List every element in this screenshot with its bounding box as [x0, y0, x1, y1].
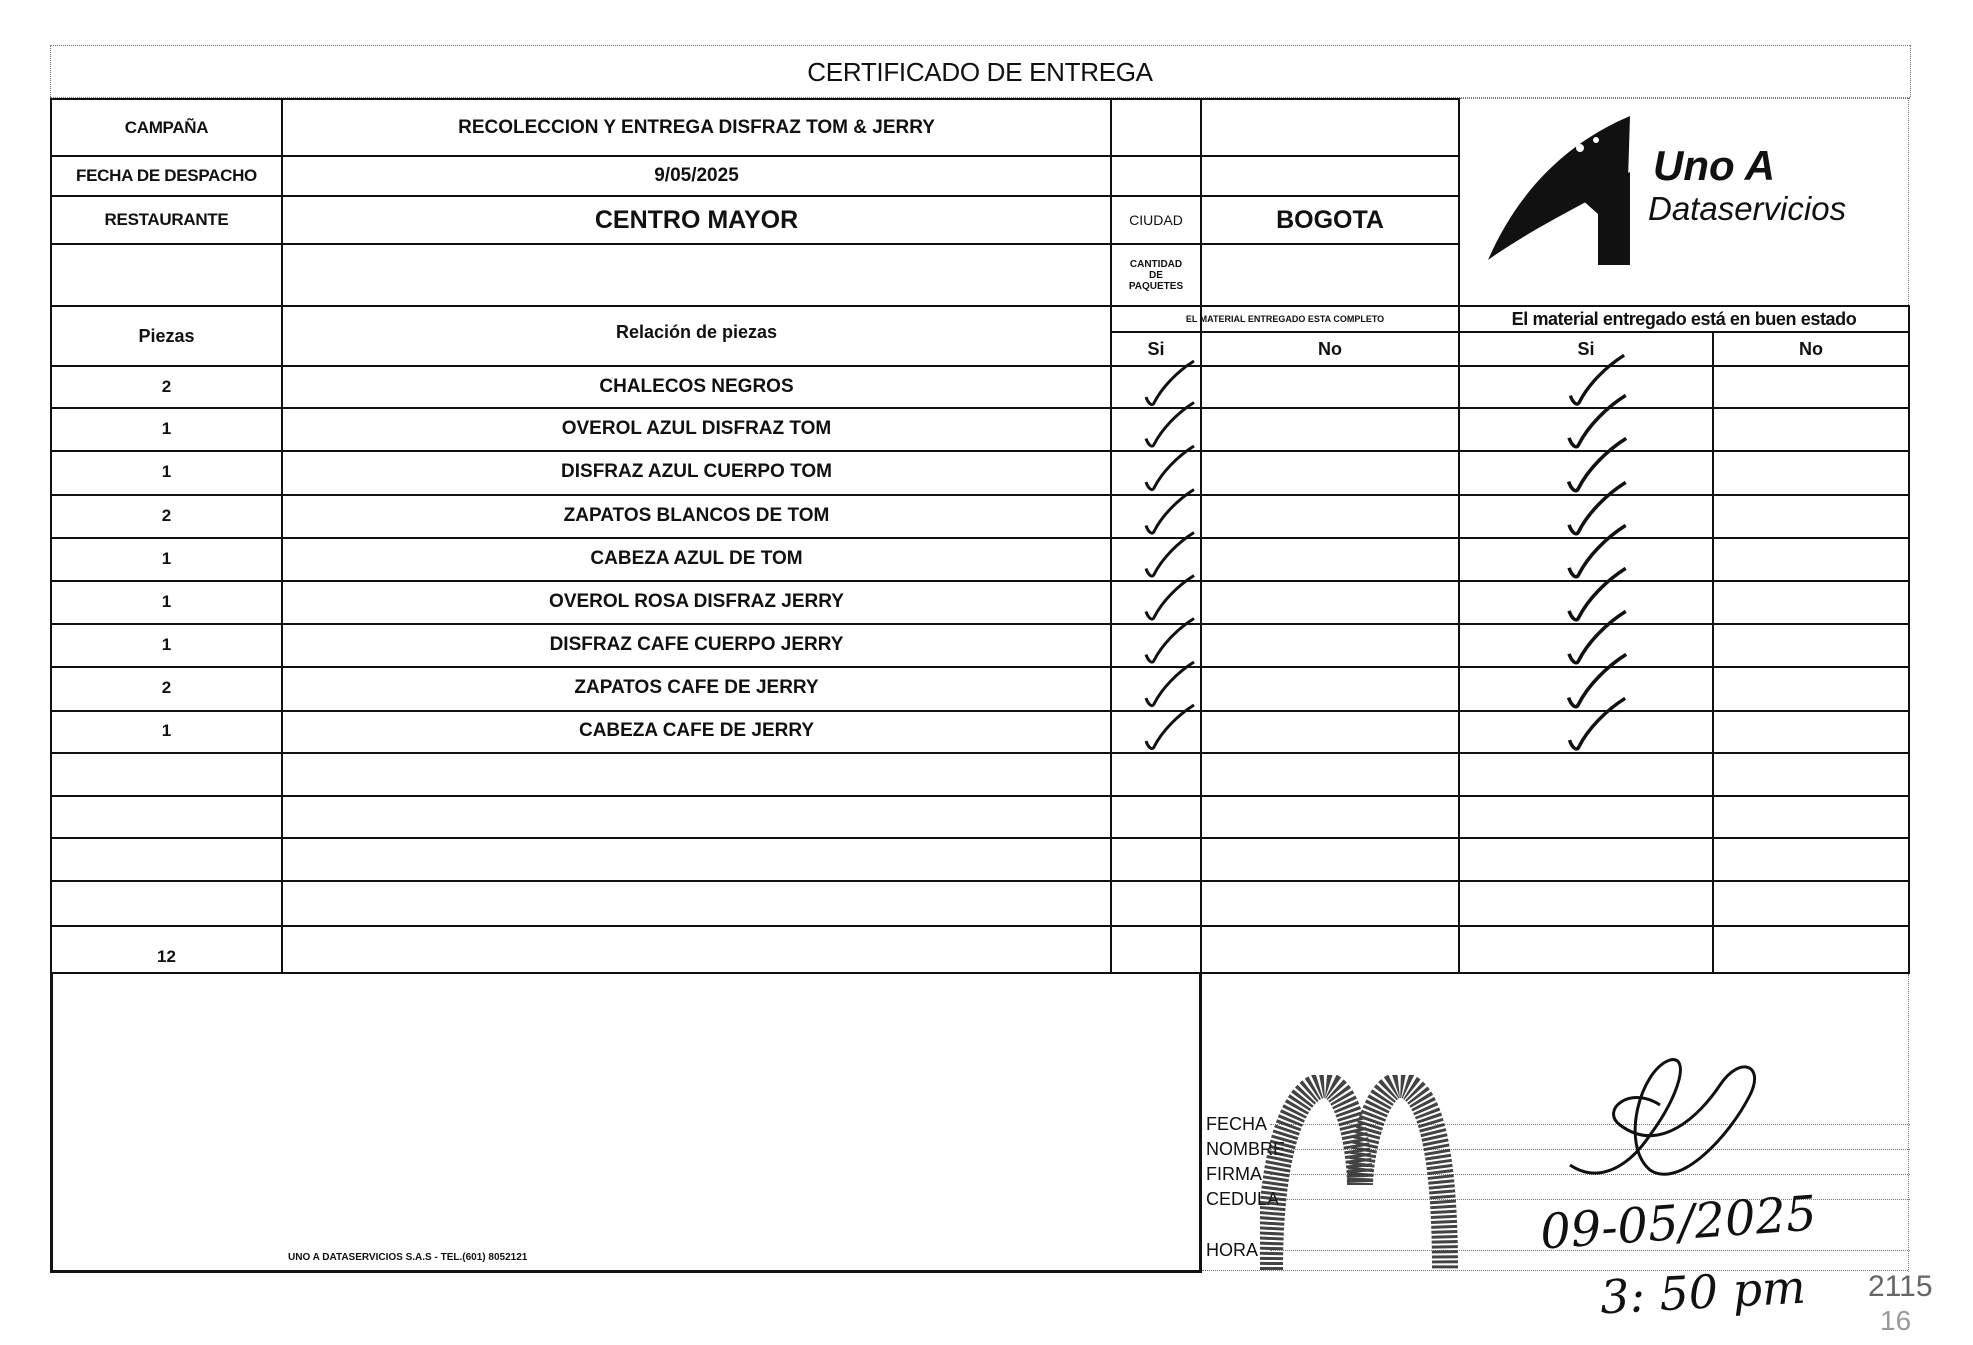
estado-si-check-icon [1555, 609, 1635, 668]
ciudad-value: BOGOTA [1276, 205, 1384, 234]
cantidad-paquetes-label: CANTIDAD DE PAQUETES [1128, 258, 1184, 292]
completo-si-check-icon [1138, 397, 1198, 454]
estado-si-check-icon [1555, 393, 1635, 452]
uno-a-logo [1470, 110, 1900, 270]
completo-si-check-icon [1138, 613, 1198, 670]
ciudad-label: CIUDAD [1129, 212, 1183, 228]
row-qty: 1 [161, 721, 172, 740]
row-item: ZAPATOS BLANCOS DE TOM [563, 504, 830, 526]
row-item: CHALECOS NEGROS [599, 376, 794, 397]
row-qty: 2 [161, 377, 172, 396]
row-item: OVEROL ROSA DISFRAZ JERRY [549, 590, 844, 612]
completo-no-header: No [1318, 338, 1342, 359]
estado-si-header: Si [1577, 338, 1595, 359]
uno-a-logo-mark-icon [1470, 110, 1650, 270]
col-relacion-header: Relación de piezas [615, 321, 778, 342]
row-qty: 1 [161, 634, 172, 654]
estado-header: El material entregado está en buen estado [1511, 308, 1857, 329]
estado-si-check-icon [1555, 523, 1635, 582]
completo-si-check-icon [1138, 570, 1198, 627]
handwritten-date: 09-05/2025 [1538, 1185, 1819, 1261]
completo-si-check-icon [1138, 527, 1198, 584]
logo-line2: Dataservicios [1648, 190, 1847, 227]
row-item: CABEZA CAFE DE JERRY [578, 720, 815, 741]
logo-line1: Uno A [1653, 142, 1776, 189]
document-title: CERTIFICADO DE ENTREGA [807, 56, 1153, 87]
completo-si-check-icon [1138, 440, 1198, 498]
nombre-label: NOMBRE [1206, 1139, 1286, 1159]
completo-si-check-icon [1138, 656, 1198, 714]
margin-note-1: 2115 [1868, 1270, 1933, 1303]
firma-label: FIRMA [1206, 1164, 1262, 1184]
signature-scribble-icon [1540, 1045, 1800, 1195]
row-item: DISFRAZ AZUL CUERPO TOM [561, 461, 832, 482]
estado-si-check-icon [1555, 566, 1635, 625]
row-qty: 1 [161, 548, 172, 568]
fecha-despacho-label: FECHA DE DESPACHO [76, 166, 257, 185]
row-qty: 1 [161, 462, 172, 481]
estado-si-check-icon [1555, 480, 1635, 539]
row-item: OVEROL AZUL DISFRAZ TOM [561, 417, 832, 439]
completo-si-header: Si [1147, 338, 1165, 359]
margin-note-2: 16 [1880, 1305, 1912, 1336]
company-footer-text: UNO A DATASERVICIOS S.A.S - TEL.(601) 8052121 [288, 1252, 528, 1263]
row-qty: 2 [161, 678, 172, 697]
arch-stamp-icon [1260, 1075, 1460, 1275]
row-qty: 1 [161, 591, 172, 611]
handwritten-time: 3: 50 pm [1598, 1259, 1807, 1325]
col-piezas-header: Piezas [138, 325, 195, 346]
estado-si-check-icon [1555, 652, 1635, 712]
row-item: DISFRAZ CAFE CUERPO JERRY [549, 633, 844, 655]
estado-si-check-icon [1555, 436, 1635, 496]
row-item: CABEZA AZUL DE TOM [590, 547, 803, 569]
campana-label: CAMPAÑA [124, 117, 209, 137]
completo-si-check-icon [1138, 484, 1198, 541]
fecha-label: FECHA [1206, 1114, 1268, 1134]
hora-label: HORA [1206, 1240, 1259, 1260]
row-qty: 1 [161, 418, 172, 438]
cedula-label: CEDULA [1206, 1189, 1280, 1209]
fecha-despacho-value: 9/05/2025 [654, 165, 739, 186]
row-item: ZAPATOS CAFE DE JERRY [574, 677, 819, 698]
row-qty: 2 [161, 505, 172, 525]
campana-value: RECOLECCION Y ENTREGA DISFRAZ TOM & JERRY [458, 116, 935, 138]
total-piezas: 12 [157, 946, 176, 966]
estado-si-check-icon [1555, 696, 1635, 754]
completo-header: EL MATERIAL ENTREGADO ESTA COMPLETO [1185, 313, 1385, 324]
completo-si-check-icon [1138, 700, 1198, 756]
restaurante-value: CENTRO MAYOR [594, 205, 799, 234]
estado-no-header: No [1799, 338, 1823, 359]
restaurante-label: RESTAURANTE [104, 210, 229, 229]
